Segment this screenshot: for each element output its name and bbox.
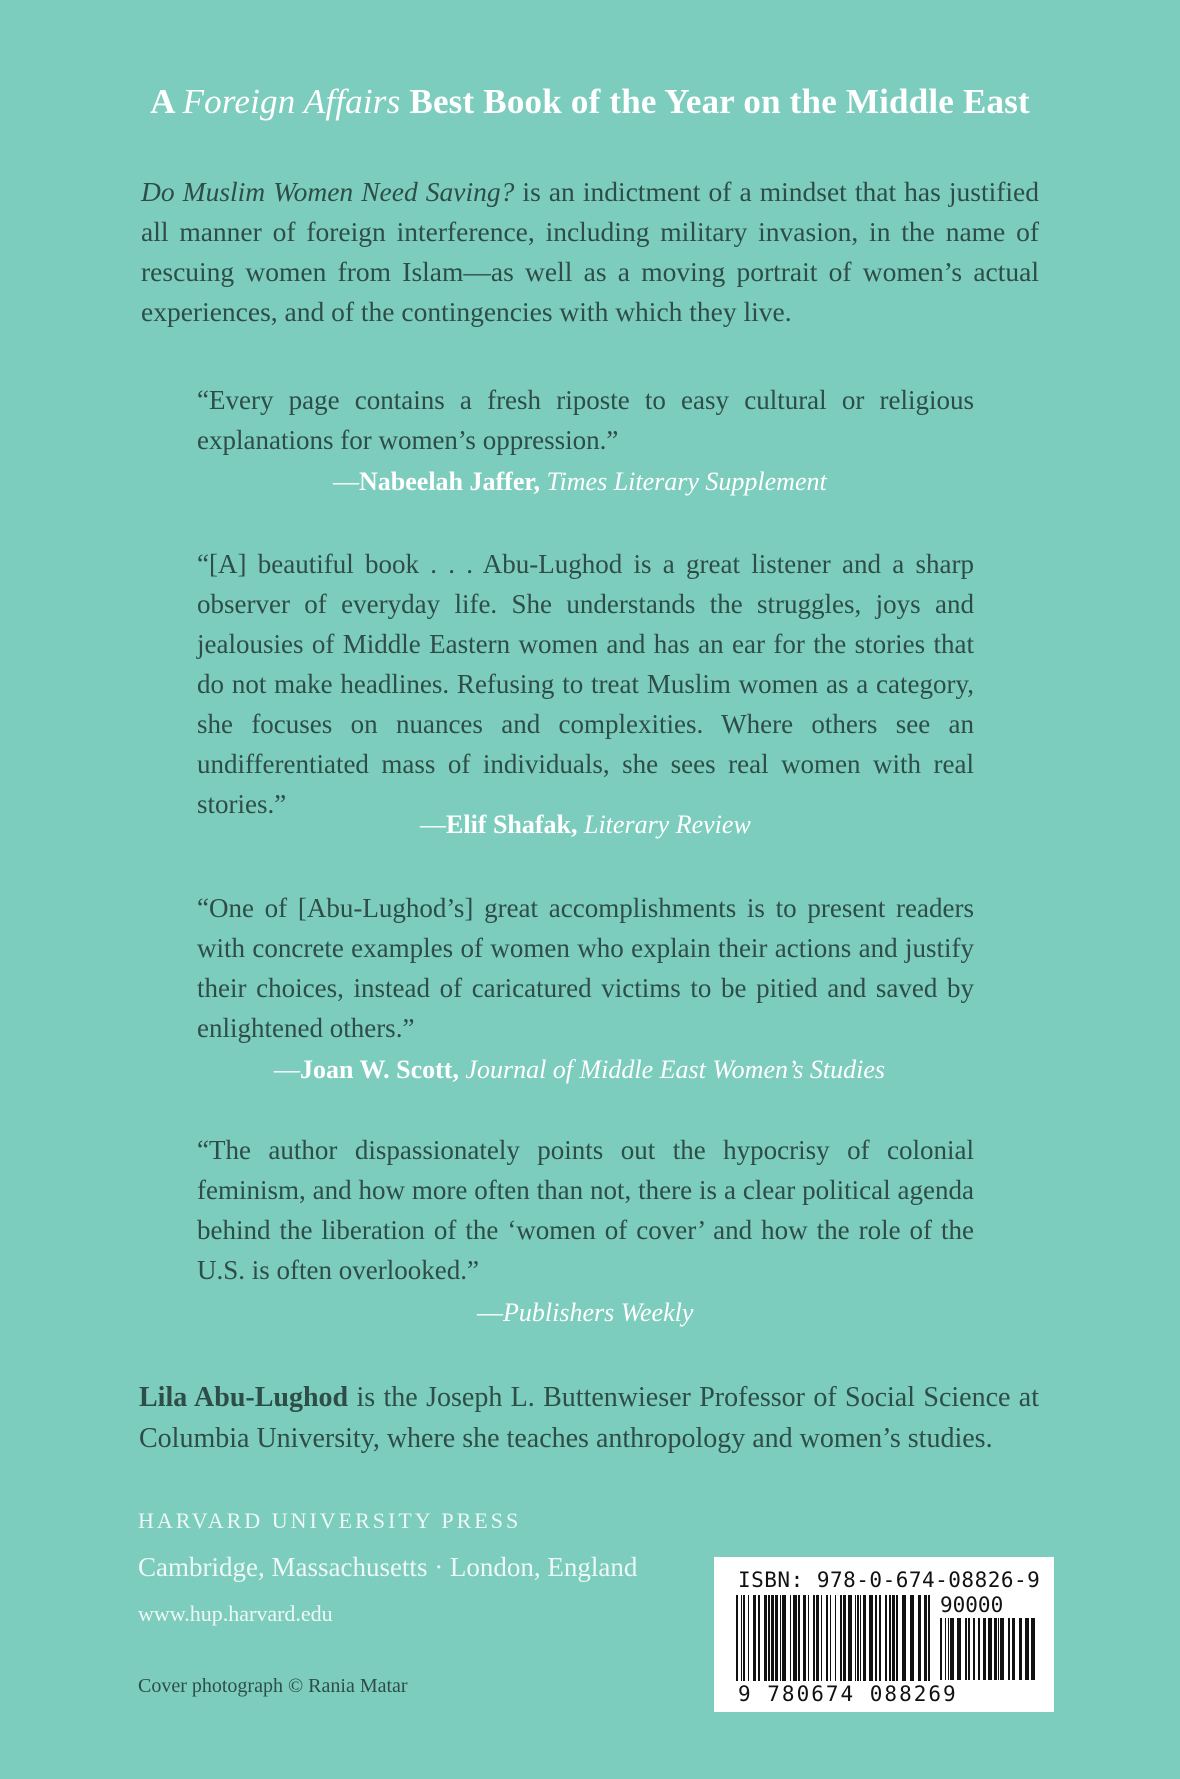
publisher-url[interactable]: www.hup.harvard.edu bbox=[138, 1601, 333, 1626]
barcode-stripe bbox=[1000, 1618, 1004, 1680]
blurb-attribution: —Joan W. Scott, Journal of Middle East Women’s Studies bbox=[274, 1055, 886, 1084]
barcode-stripe bbox=[753, 1595, 756, 1681]
barcode-stripe bbox=[821, 1595, 822, 1681]
barcode-stripe bbox=[826, 1595, 828, 1681]
barcode-stripe bbox=[790, 1595, 791, 1681]
barcode-stripe bbox=[983, 1618, 986, 1680]
blurb-3 bbox=[197, 888, 974, 1048]
barcode-stripe bbox=[950, 1618, 954, 1680]
barcode-stripe bbox=[741, 1595, 742, 1681]
book-title: Do Muslim Women Need Saving? bbox=[141, 176, 515, 207]
barcode-stripe bbox=[857, 1595, 859, 1681]
barcode-stripe bbox=[830, 1595, 831, 1681]
blurb-attribution: —Nabeelah Jaffer, Times Literary Supplement bbox=[333, 467, 827, 496]
barcode-stripe bbox=[910, 1595, 914, 1681]
barcode-stripe bbox=[855, 1595, 856, 1681]
barcode-stripe bbox=[988, 1618, 992, 1680]
barcode-stripe bbox=[1019, 1618, 1022, 1680]
price-barcode-bars bbox=[940, 1618, 1036, 1680]
barcode-stripe bbox=[1031, 1618, 1035, 1680]
price-code: 90000 bbox=[940, 1593, 1004, 1617]
author-bio: Lila Abu-Lughod is the Joseph L. Buttenwieser Professor of Social Science at Columbia University, where she teaches anthropology and women’s studies. bbox=[139, 1382, 1039, 1454]
barcode-stripe bbox=[940, 1618, 942, 1680]
barcode-stripe bbox=[924, 1595, 927, 1681]
barcode-stripe bbox=[803, 1595, 806, 1681]
barcode-stripe bbox=[875, 1595, 877, 1681]
barcode-stripe bbox=[957, 1618, 961, 1680]
blurb-text: “One of [Abu-Lughod’s] great accomplishments is to present readers with concrete examples of women who explain their actions and justify their choices, instead of caricatured victims to be pitied and saved by enlightened others.” bbox=[197, 893, 974, 1043]
photo-credit: Cover photograph © Rania Matar bbox=[138, 1675, 408, 1697]
barcode-stripe bbox=[813, 1595, 815, 1681]
barcode-stripe bbox=[918, 1595, 921, 1681]
barcode-stripe bbox=[889, 1595, 891, 1681]
barcode-stripe bbox=[743, 1595, 745, 1681]
blurb-4 bbox=[197, 1130, 974, 1290]
barcode-stripe bbox=[892, 1595, 895, 1681]
barcode-stripe bbox=[764, 1595, 767, 1681]
barcode-stripe bbox=[965, 1618, 967, 1680]
barcode-stripe bbox=[1008, 1618, 1010, 1680]
author-name: Lila Abu-Lughod bbox=[139, 1382, 349, 1413]
barcode-stripe bbox=[885, 1595, 887, 1681]
publisher-name: HARVARD UNIVERSITY PRESS bbox=[138, 1508, 522, 1533]
isbn-number: ISBN: 978-0-674-08826-9 bbox=[738, 1568, 1041, 1592]
barcode-stripe bbox=[782, 1595, 786, 1681]
barcode-stripe bbox=[994, 1618, 997, 1680]
blurb-text: “Every page contains a fresh riposte to easy cultural or religious explanations for women’s oppression.” bbox=[197, 385, 974, 455]
barcode-stripe bbox=[835, 1595, 836, 1681]
blurb-text: “The author dispassionately points out the hypocrisy of colonial feminism, and how more often than not, there is a clear political agenda behind the liberation of the ‘women of cover’ and how the role of the U.S. is often overlooked.” bbox=[197, 1135, 974, 1285]
barcode-stripe bbox=[780, 1595, 781, 1681]
barcode-label bbox=[714, 1557, 1054, 1712]
barcode-stripe bbox=[758, 1595, 760, 1681]
barcode-stripe bbox=[896, 1595, 898, 1681]
barcode-stripe bbox=[869, 1595, 873, 1681]
barcode-stripe bbox=[848, 1595, 852, 1681]
barcode-stripe bbox=[843, 1595, 846, 1681]
barcode-stripe bbox=[793, 1595, 797, 1681]
barcode-stripe bbox=[973, 1618, 975, 1680]
barcode-stripe bbox=[771, 1595, 774, 1681]
barcode-stripe bbox=[1012, 1618, 1015, 1680]
barcode-stripe bbox=[840, 1595, 842, 1681]
barcode-stripe bbox=[945, 1618, 946, 1680]
barcode-stripe bbox=[775, 1595, 778, 1681]
blurb-attribution: —Elif Shafak, Literary Review bbox=[420, 810, 751, 839]
barcode-stripe bbox=[816, 1595, 819, 1681]
barcode-bars bbox=[736, 1595, 932, 1681]
blurb-attribution: —Publishers Weekly bbox=[477, 1298, 694, 1327]
barcode-stripe bbox=[768, 1595, 770, 1681]
barcode-stripe bbox=[808, 1595, 809, 1681]
barcode-stripe bbox=[968, 1618, 970, 1680]
barcode-stripe bbox=[863, 1595, 866, 1681]
magazine-name: Foreign Affairs bbox=[182, 82, 401, 121]
barcode-stripe bbox=[748, 1595, 749, 1681]
blurb-1 bbox=[197, 380, 974, 460]
book-description: Do Muslim Women Need Saving? is an indictment of a mindset that has justified all manner of foreign interference, including military invasion, in the name of rescuing women from Islam—as well as a moving portrait of women’s actual experiences, and of the contingencies with which they live. bbox=[141, 176, 1039, 327]
barcode-stripe bbox=[902, 1595, 906, 1681]
barcode-stripe bbox=[1025, 1618, 1029, 1680]
blurb-2 bbox=[197, 544, 974, 824]
barcode-stripe bbox=[879, 1595, 881, 1681]
barcode-stripe bbox=[860, 1595, 861, 1681]
barcode-stripe bbox=[998, 1618, 999, 1680]
barcode-stripe bbox=[978, 1618, 980, 1680]
publisher-cities: Cambridge, Massachusetts · London, England bbox=[138, 1552, 638, 1582]
blurb-text: “[A] beautiful book . . . Abu-Lughod is a great listener and a sharp observer of everyday life. She understands the struggles, joys and jealousies of Middle Eastern women and has an ear for the stories that do not make headlines. Refusing to treat Muslim women as a category, she focuses on nuances and complexities. Where others see an undifferentiated mass of individuals, she sees real women with real stories.” bbox=[197, 549, 974, 819]
barcode-stripe bbox=[798, 1595, 800, 1681]
barcode-stripe bbox=[736, 1595, 738, 1681]
barcode-stripe bbox=[928, 1595, 930, 1681]
award-headline: A Foreign Affairs Best Book of the Year on the Middle East bbox=[150, 82, 1030, 121]
barcode-stripe bbox=[948, 1618, 949, 1680]
ean-digits: 9 780674 088269 bbox=[738, 1682, 958, 1706]
